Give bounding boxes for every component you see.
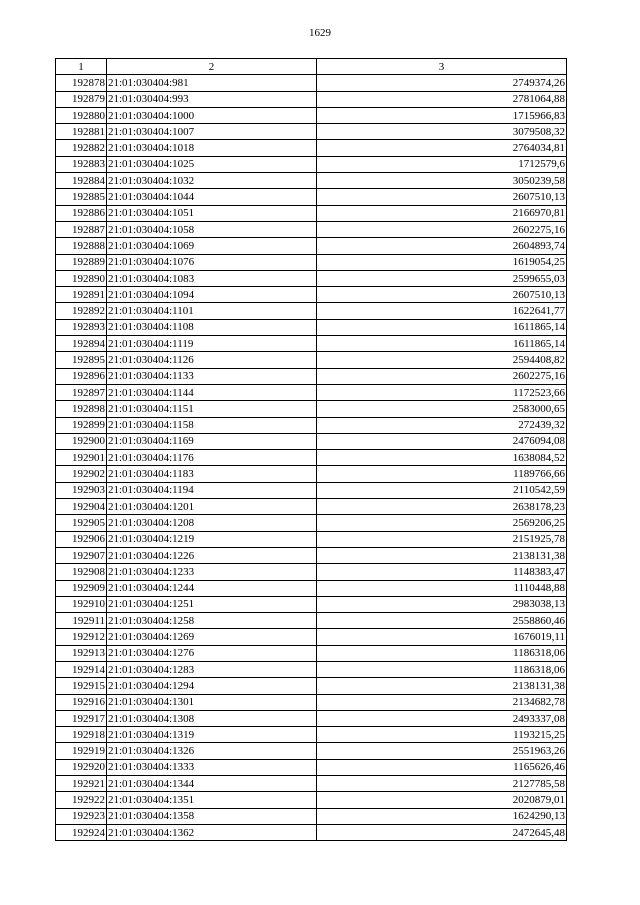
table-row <box>56 808 567 824</box>
table-row <box>56 75 567 91</box>
table-row <box>56 352 567 368</box>
cadastral-value-cell: 1189766,66 <box>317 466 567 482</box>
cadastral-number-cell: 21:01:030404:1344 <box>107 776 317 792</box>
cadastral-number-cell: 21:01:030404:1294 <box>107 678 317 694</box>
cadastral-number-cell: 21:01:030404:1094 <box>107 287 317 303</box>
row-number-cell: 192905 <box>56 515 107 531</box>
cadastral-value-cell: 2569206,25 <box>317 515 567 531</box>
table-row <box>56 645 567 661</box>
cadastral-value-cell: 2134682,78 <box>317 694 567 710</box>
cadastral-value-cell: 2983038,13 <box>317 596 567 612</box>
cadastral-number-cell: 21:01:030404:1133 <box>107 368 317 384</box>
cadastral-value-cell: 2127785,58 <box>317 776 567 792</box>
row-number-cell: 192914 <box>56 661 107 677</box>
table-row <box>56 531 567 547</box>
cadastral-number-cell: 21:01:030404:1258 <box>107 613 317 629</box>
table-row <box>56 319 567 335</box>
row-number-cell: 192901 <box>56 450 107 466</box>
row-number-cell: 192899 <box>56 417 107 433</box>
table-row <box>56 303 567 319</box>
cadastral-number-cell: 21:01:030404:1169 <box>107 433 317 449</box>
table-row <box>56 450 567 466</box>
cadastral-number-cell: 21:01:030404:1276 <box>107 645 317 661</box>
row-number-cell: 192882 <box>56 140 107 156</box>
table-row <box>56 221 567 237</box>
cadastral-value-cell: 1624290,13 <box>317 808 567 824</box>
row-number-cell: 192888 <box>56 238 107 254</box>
table-row <box>56 482 567 498</box>
row-number-cell: 192878 <box>56 75 107 91</box>
cadastral-value-cell: 2551963,26 <box>317 743 567 759</box>
table-row <box>56 564 567 580</box>
row-number-cell: 192886 <box>56 205 107 221</box>
table-row <box>56 107 567 123</box>
table-row <box>56 254 567 270</box>
cadastral-value-cell: 2558860,46 <box>317 613 567 629</box>
row-number-cell: 192883 <box>56 156 107 172</box>
row-number-cell: 192893 <box>56 319 107 335</box>
table-row <box>56 824 567 840</box>
column-header-value: 3 <box>317 59 567 75</box>
cadastral-value-cell: 1676019,11 <box>317 629 567 645</box>
row-number-cell: 192887 <box>56 221 107 237</box>
cadastral-value-cell: 2607510,13 <box>317 287 567 303</box>
row-number-cell: 192913 <box>56 645 107 661</box>
row-number-cell: 192906 <box>56 531 107 547</box>
table-row <box>56 368 567 384</box>
cadastral-number-cell: 21:01:030404:1251 <box>107 596 317 612</box>
cadastral-number-cell: 21:01:030404:1183 <box>107 466 317 482</box>
table-header-row <box>56 59 567 75</box>
cadastral-number-cell: 21:01:030404:1201 <box>107 499 317 515</box>
cadastral-value-cell: 2594408,82 <box>317 352 567 368</box>
table-row <box>56 173 567 189</box>
row-number-cell: 192918 <box>56 727 107 743</box>
row-number-cell: 192895 <box>56 352 107 368</box>
cadastral-number-cell: 21:01:030404:1144 <box>107 384 317 400</box>
cadastral-value-cell: 2476094,08 <box>317 433 567 449</box>
row-number-cell: 192879 <box>56 91 107 107</box>
cadastral-number-cell: 21:01:030404:1219 <box>107 531 317 547</box>
table-row <box>56 466 567 482</box>
row-number-cell: 192921 <box>56 776 107 792</box>
cadastral-value-cell: 2604893,74 <box>317 238 567 254</box>
row-number-cell: 192894 <box>56 336 107 352</box>
cadastral-value-cell: 2493337,08 <box>317 710 567 726</box>
row-number-cell: 192911 <box>56 613 107 629</box>
table-row <box>56 270 567 286</box>
row-number-cell: 192897 <box>56 384 107 400</box>
cadastral-number-cell: 21:01:030404:1058 <box>107 221 317 237</box>
cadastral-value-cell: 1638084,52 <box>317 450 567 466</box>
table-row <box>56 124 567 140</box>
cadastral-value-cell: 2166970,81 <box>317 205 567 221</box>
cadastral-value-cell: 1715966,83 <box>317 107 567 123</box>
cadastral-value-cell: 2749374,26 <box>317 75 567 91</box>
cadastral-number-cell: 21:01:030404:1308 <box>107 710 317 726</box>
page-number: 1629 <box>309 27 331 39</box>
table-row <box>56 384 567 400</box>
cadastral-value-cell: 2138131,38 <box>317 547 567 563</box>
table-row <box>56 140 567 156</box>
cadastral-number-cell: 21:01:030404:1158 <box>107 417 317 433</box>
row-number-cell: 192916 <box>56 694 107 710</box>
cadastral-number-cell: 21:01:030404:1333 <box>107 759 317 775</box>
row-number-cell: 192910 <box>56 596 107 612</box>
table-row <box>56 710 567 726</box>
row-number-cell: 192896 <box>56 368 107 384</box>
cadastral-value-cell: 1172523,66 <box>317 384 567 400</box>
cadastral-number-cell: 21:01:030404:1007 <box>107 124 317 140</box>
cadastral-value-cell: 2020879,01 <box>317 792 567 808</box>
table-row <box>56 547 567 563</box>
table-row <box>56 580 567 596</box>
table-row <box>56 743 567 759</box>
cadastral-number-cell: 21:01:030404:981 <box>107 75 317 91</box>
cadastral-value-cell: 1148383,47 <box>317 564 567 580</box>
cadastral-value-cell: 1611865,14 <box>317 319 567 335</box>
table-row <box>56 776 567 792</box>
cadastral-number-cell: 21:01:030404:1032 <box>107 173 317 189</box>
row-number-cell: 192922 <box>56 792 107 808</box>
table-row <box>56 287 567 303</box>
cadastral-value-cell: 1186318,06 <box>317 661 567 677</box>
cadastral-number-cell: 21:01:030404:1018 <box>107 140 317 156</box>
row-number-cell: 192920 <box>56 759 107 775</box>
cadastral-value-cell: 2602275,16 <box>317 221 567 237</box>
column-header-cadastral-number: 2 <box>107 59 317 75</box>
row-number-cell: 192909 <box>56 580 107 596</box>
cadastral-value-cell: 2764034,81 <box>317 140 567 156</box>
table-row <box>56 499 567 515</box>
row-number-cell: 192917 <box>56 710 107 726</box>
table-row <box>56 189 567 205</box>
cadastral-value-cell: 272439,32 <box>317 417 567 433</box>
cadastral-number-cell: 21:01:030404:993 <box>107 91 317 107</box>
table-row <box>56 238 567 254</box>
cadastral-value-cell: 1712579,6 <box>317 156 567 172</box>
cadastral-number-cell: 21:01:030404:1244 <box>107 580 317 596</box>
cadastral-number-cell: 21:01:030404:1069 <box>107 238 317 254</box>
cadastral-number-cell: 21:01:030404:1283 <box>107 661 317 677</box>
cadastral-number-cell: 21:01:030404:1319 <box>107 727 317 743</box>
table-row <box>56 759 567 775</box>
cadastral-value-cell: 2599655,03 <box>317 270 567 286</box>
cadastral-number-cell: 21:01:030404:1044 <box>107 189 317 205</box>
row-number-cell: 192900 <box>56 433 107 449</box>
table-row <box>56 205 567 221</box>
table-row <box>56 678 567 694</box>
cadastral-value-cell: 1622641,77 <box>317 303 567 319</box>
table-row <box>56 727 567 743</box>
table-row <box>56 417 567 433</box>
cadastral-number-cell: 21:01:030404:1362 <box>107 824 317 840</box>
cadastral-number-cell: 21:01:030404:1351 <box>107 792 317 808</box>
cadastral-value-cell: 1193215,25 <box>317 727 567 743</box>
cadastral-number-cell: 21:01:030404:1176 <box>107 450 317 466</box>
cadastral-number-cell: 21:01:030404:1083 <box>107 270 317 286</box>
cadastral-number-cell: 21:01:030404:1233 <box>107 564 317 580</box>
row-number-cell: 192890 <box>56 270 107 286</box>
table-row <box>56 694 567 710</box>
table-row <box>56 629 567 645</box>
row-number-cell: 192904 <box>56 499 107 515</box>
row-number-cell: 192907 <box>56 547 107 563</box>
cadastral-number-cell: 21:01:030404:1000 <box>107 107 317 123</box>
row-number-cell: 192903 <box>56 482 107 498</box>
table-row <box>56 401 567 417</box>
row-number-cell: 192881 <box>56 124 107 140</box>
row-number-cell: 192919 <box>56 743 107 759</box>
cadastral-number-cell: 21:01:030404:1301 <box>107 694 317 710</box>
row-number-cell: 192885 <box>56 189 107 205</box>
cadastral-number-cell: 21:01:030404:1076 <box>107 254 317 270</box>
cadastral-number-cell: 21:01:030404:1208 <box>107 515 317 531</box>
row-number-cell: 192908 <box>56 564 107 580</box>
cadastral-number-cell: 21:01:030404:1051 <box>107 205 317 221</box>
cadastral-number-cell: 21:01:030404:1226 <box>107 547 317 563</box>
cadastral-value-cell: 2781064,88 <box>317 91 567 107</box>
cadastral-value-cell: 3050239,58 <box>317 173 567 189</box>
cadastral-number-cell: 21:01:030404:1194 <box>107 482 317 498</box>
row-number-cell: 192898 <box>56 401 107 417</box>
cadastral-number-cell: 21:01:030404:1101 <box>107 303 317 319</box>
cadastral-value-cell: 2110542,59 <box>317 482 567 498</box>
cadastral-value-cell: 2151925,78 <box>317 531 567 547</box>
table-row <box>56 613 567 629</box>
cadastral-value-cell: 1110448,88 <box>317 580 567 596</box>
cadastral-value-cell: 1186318,06 <box>317 645 567 661</box>
column-header-number: 1 <box>56 59 107 75</box>
row-number-cell: 192902 <box>56 466 107 482</box>
cadastral-number-cell: 21:01:030404:1326 <box>107 743 317 759</box>
row-number-cell: 192889 <box>56 254 107 270</box>
row-number-cell: 192923 <box>56 808 107 824</box>
table-row <box>56 156 567 172</box>
table-row <box>56 336 567 352</box>
row-number-cell: 192915 <box>56 678 107 694</box>
cadastral-value-cell: 2607510,13 <box>317 189 567 205</box>
row-number-cell: 192912 <box>56 629 107 645</box>
cadastral-value-cell: 2472645,48 <box>317 824 567 840</box>
table-row <box>56 515 567 531</box>
cadastral-value-cell: 1165626,46 <box>317 759 567 775</box>
cadastral-value-cell: 2638178,23 <box>317 499 567 515</box>
cadastral-number-cell: 21:01:030404:1269 <box>107 629 317 645</box>
cadastral-number-cell: 21:01:030404:1108 <box>107 319 317 335</box>
table-row <box>56 596 567 612</box>
table-row <box>56 661 567 677</box>
cadastral-value-cell: 1611865,14 <box>317 336 567 352</box>
cadastral-number-cell: 21:01:030404:1358 <box>107 808 317 824</box>
cadastral-value-cell: 2138131,38 <box>317 678 567 694</box>
cadastral-value-cell: 1619054,25 <box>317 254 567 270</box>
cadastral-number-cell: 21:01:030404:1126 <box>107 352 317 368</box>
table-row <box>56 792 567 808</box>
row-number-cell: 192924 <box>56 824 107 840</box>
cadastral-number-cell: 21:01:030404:1025 <box>107 156 317 172</box>
cadastral-value-cell: 2602275,16 <box>317 368 567 384</box>
table-row <box>56 91 567 107</box>
cadastral-value-cell: 3079508,32 <box>317 124 567 140</box>
cadastral-number-cell: 21:01:030404:1151 <box>107 401 317 417</box>
row-number-cell: 192884 <box>56 173 107 189</box>
table-body <box>56 75 567 841</box>
cadastral-number-cell: 21:01:030404:1119 <box>107 336 317 352</box>
row-number-cell: 192880 <box>56 107 107 123</box>
row-number-cell: 192891 <box>56 287 107 303</box>
cadastral-value-table <box>55 58 567 841</box>
table-row <box>56 433 567 449</box>
cadastral-value-cell: 2583000,65 <box>317 401 567 417</box>
row-number-cell: 192892 <box>56 303 107 319</box>
